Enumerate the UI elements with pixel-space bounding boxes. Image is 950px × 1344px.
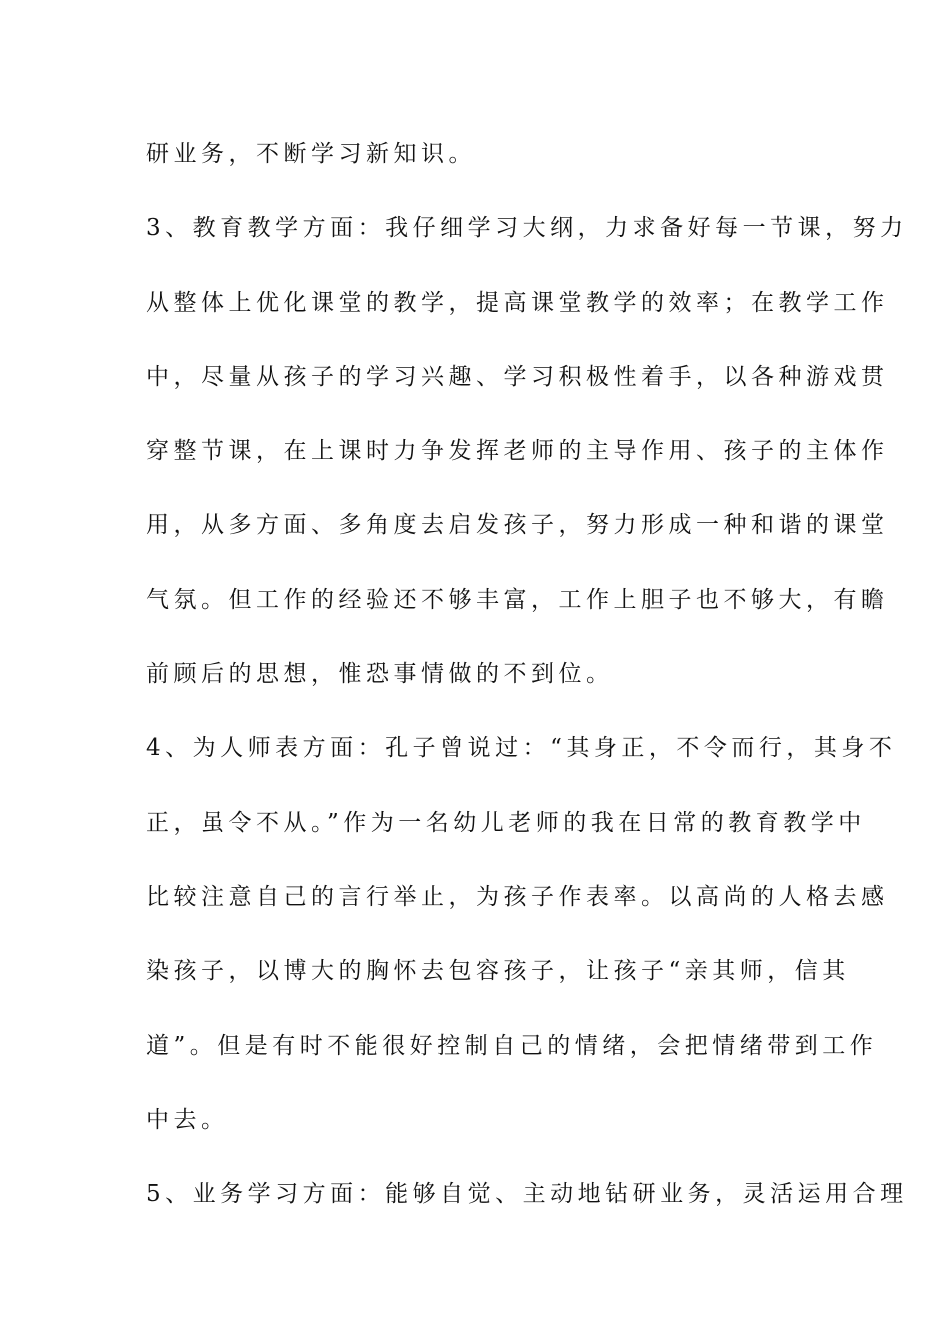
text-line: 中去。 <box>146 1106 229 1133</box>
text-line: 5、业务学习方面：能够自觉、主动地钻研业务，灵活运用合理 <box>146 1181 908 1208</box>
text-line: 比较注意自己的言行举止，为孩子作表率。以高尚的人格去感 <box>146 883 889 910</box>
text-line: 道”。但是有时不能很好控制自己的情绪，会把情绪带到工作 <box>146 1032 878 1059</box>
text-line: 前顾后的思想，惟恐事情做的不到位。 <box>146 661 614 688</box>
text-line: 气氛。但工作的经验还不够丰富，工作上胆子也不够大，有瞻 <box>146 586 889 613</box>
text-line: 4、为人师表方面：孔子曾说过：“其身正，不令而行，其身不 <box>146 735 897 762</box>
text-line: 3、教育教学方面：我仔细学习大纲，力求备好每一节课，努力 <box>146 215 908 242</box>
text-line: 用，从多方面、多角度去启发孩子，努力形成一种和谐的课堂 <box>146 512 889 539</box>
text-line: 从整体上优化课堂的教学，提高课堂教学的效率；在教学工作 <box>146 289 889 316</box>
text-line: 染孩子，以博大的胸怀去包容孩子，让孩子“亲其师，信其 <box>146 958 850 985</box>
text-line: 研业务，不断学习新知识。 <box>146 141 476 167</box>
text-line: 正，虽令不从。”作为一名幼儿老师的我在日常的教育教学中 <box>146 809 866 836</box>
text-line: 中，尽量从孩子的学习兴趣、学习积极性着手，以各种游戏贯 <box>146 363 889 390</box>
text-line: 穿整节课，在上课时力争发挥老师的主导作用、孩子的主体作 <box>146 438 889 465</box>
document-body <box>146 127 908 1241</box>
